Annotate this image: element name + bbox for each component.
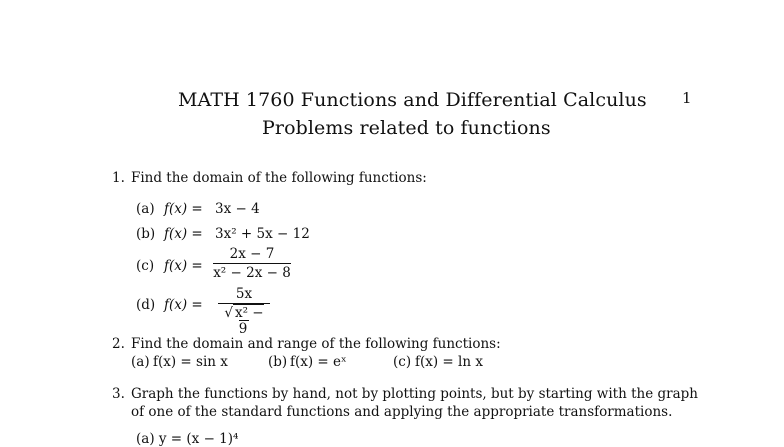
function-expression: f(x) = eˣ	[290, 354, 347, 370]
document-title: MATH 1760 Functions and Differential Calculus	[178, 89, 647, 111]
document-subtitle: Problems related to functions	[262, 117, 551, 139]
part-label: (a)	[131, 354, 150, 370]
part-label: (a)	[136, 201, 155, 217]
function-expression: f(x) = sin x	[153, 354, 228, 370]
function-lhs: f(x) =	[164, 258, 203, 274]
sqrt-symbol: √	[224, 305, 233, 321]
problem-prompt: Find the domain of the following functions:	[131, 170, 427, 186]
cut-off-part: (a) y = (x − 1)⁴	[136, 431, 239, 447]
part-label: (b)	[268, 354, 288, 370]
function-lhs: f(x) =	[164, 297, 203, 313]
problem-number: 3.	[112, 386, 125, 402]
function-lhs: f(x) =	[164, 226, 203, 242]
fraction	[213, 246, 291, 281]
fraction-numerator: 2x − 7	[229, 246, 275, 262]
problem-prompt-line-1: Graph the functions by hand, not by plotting points, but by starting with the graph	[131, 386, 698, 402]
sqrt-radicand: x² − 9	[234, 305, 264, 337]
fraction	[218, 286, 270, 337]
part-label: (c)	[393, 354, 412, 370]
function-expression: 3x − 4	[215, 201, 260, 217]
function-lhs: f(x) =	[164, 201, 203, 217]
function-expression: 3x² + 5x − 12	[215, 226, 310, 242]
page-number: 1	[682, 89, 692, 107]
problem-prompt-line-2: of one of the standard functions and applying the appropriate transformations.	[131, 404, 673, 420]
part-label: (c)	[136, 258, 155, 274]
problem-number: 1.	[112, 170, 125, 186]
problem-prompt: Find the domain and range of the following functions:	[131, 336, 501, 352]
fraction-numerator: 5x	[235, 286, 253, 302]
part-label: (b)	[136, 226, 156, 242]
part-label: (d)	[136, 297, 156, 313]
function-expression: f(x) = ln x	[415, 354, 483, 370]
problem-number: 2.	[112, 336, 125, 352]
fraction-denominator	[218, 304, 270, 337]
fraction-denominator: x² − 2x − 8	[213, 265, 291, 281]
